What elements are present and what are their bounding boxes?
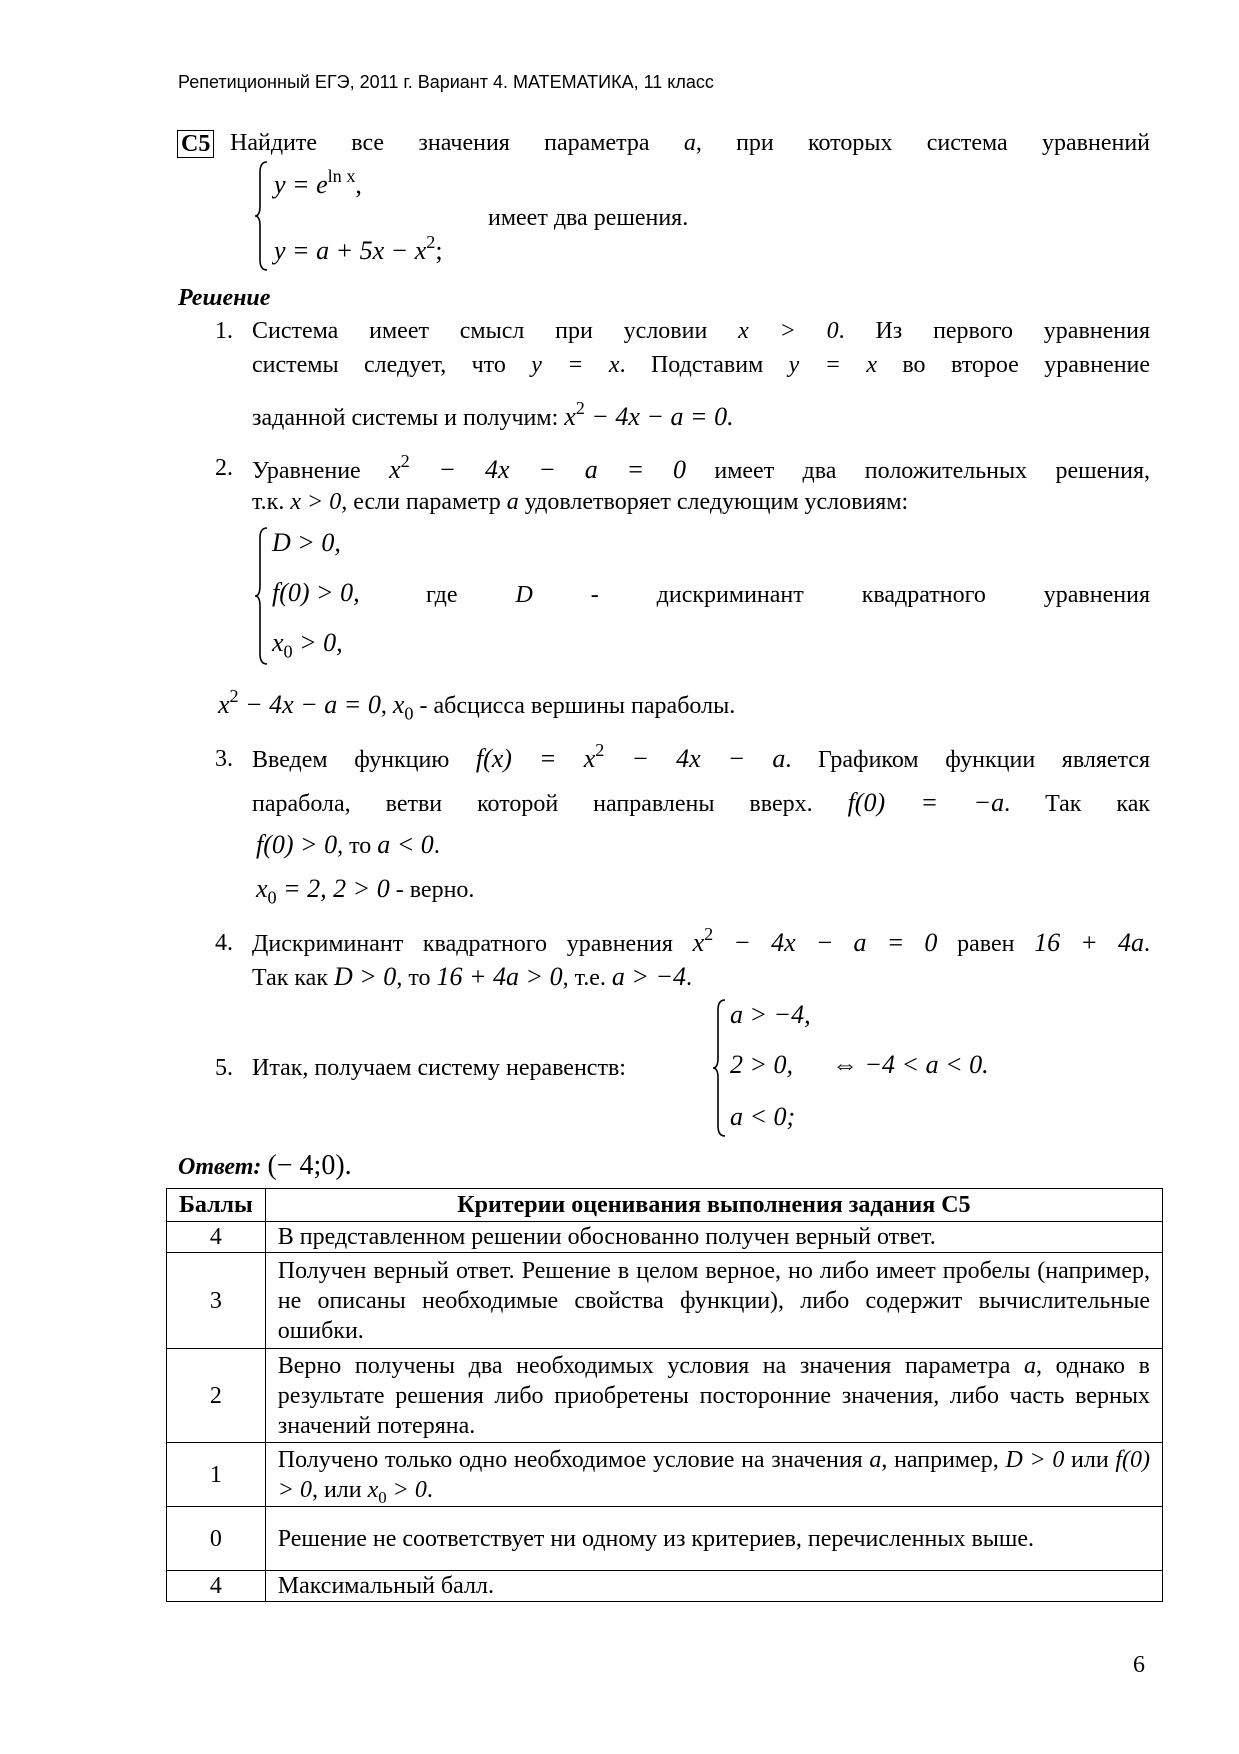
inequality-3: a < 0;	[730, 1102, 796, 1131]
statement-text: Найдите все значения параметра	[230, 130, 650, 156]
conditions-brace	[254, 526, 268, 673]
column-header-points: Баллы	[167, 1189, 266, 1222]
step-2-number: 2.	[215, 455, 233, 481]
step-3-line-4: $x_0 = 2$, 2 > 0 - верно.	[256, 874, 475, 908]
step-1-line-2: системы следует, что y = x. Подставим y = x во второе уравнение	[252, 352, 1151, 378]
step-5-number: 5.	[215, 1055, 233, 1081]
table-row: 3 Получен верный ответ. Решение в целом верное, но либо имеет пробелы (например, не описаны необходимые свойства функции), либо содержит вычислительные ошибки.	[167, 1253, 1163, 1349]
step-4-number: 4.	[215, 930, 233, 956]
equation-1: $y = e^{ln x}$,	[274, 166, 362, 199]
step-1-line-3: заданной системы и получим: $x^2 - 4x - a = 0$.	[252, 398, 734, 431]
table-header-row	[167, 1189, 1163, 1222]
step-3-line-3: f(0) > 0, то a < 0.	[256, 830, 440, 859]
has-two-solutions: имеет два решения.	[488, 205, 689, 231]
table-row: 1 Получено только одно необходимое условие на значения a, например, D > 0 или f(0) > 0, или $x_0 > 0$.	[167, 1443, 1163, 1507]
page-header: Репетиционный ЕГЭ, 2011 г. Вариант 4. МАТЕМАТИКА, 11 класс	[178, 72, 714, 92]
equation-2: $y = a + 5x - x^2$;	[274, 232, 443, 265]
table-row: 4 В представленном решении обоснованно получен верный ответ.	[167, 1222, 1163, 1253]
step-2-line-1: Уравнение $x^2 - 4x - a = 0$ имеет два положительных решения,	[252, 451, 1151, 484]
inequality-1: a > −4,	[730, 1000, 811, 1029]
step-2-line-2: т.к. x > 0, если параметр a удовлетворяет следующим условиям:	[252, 489, 909, 515]
where-line: где D - дискриминант квадратного уравнения	[426, 582, 1150, 608]
step-4-line-2: Так как D > 0, то 16 + 4a > 0, т.е. a > −4.	[252, 962, 693, 991]
table-row: 2 Верно получены два необходимых условия на значения параметра a, однако в результате решения либо приобретены посторонние значения, либо часть верных значений потеряна.	[167, 1349, 1163, 1443]
step-3-line-1: Введем функцию $f(x) = x^2 - 4x - a$. Графиком функции является	[252, 740, 1151, 773]
inequalities-brace	[712, 998, 726, 1145]
table-row: 0 Решение не соответствует ни одному из критериев, перечисленных выше.	[167, 1507, 1163, 1571]
step-2-line-6: $x^2 - 4x - a = 0$, $x_0$ - абсцисса вершины параболы.	[218, 686, 736, 724]
system-brace	[254, 160, 268, 279]
solution-title: Решение	[178, 285, 271, 311]
criteria-table	[166, 1188, 1163, 1602]
step-1-number: 1.	[215, 318, 233, 344]
answer-line: Ответ: (− 4;0).	[178, 1150, 352, 1181]
column-header-criteria: Критерии оценивания выполнения задания С5	[265, 1189, 1162, 1222]
condition-discriminant: D > 0,	[272, 528, 341, 557]
step-1-line-1: Система имеет смысл при условии x > 0. Из первого уравнения	[252, 318, 1150, 344]
step-3-number: 3.	[215, 746, 233, 772]
condition-x0: $x_0 > 0$,	[272, 628, 343, 662]
task-label: С5	[177, 130, 214, 158]
table-row: 4 Максимальный балл.	[167, 1571, 1163, 1602]
statement-tail: , при которых система уравнений	[695, 130, 1150, 156]
task-statement	[230, 128, 1150, 158]
answer-value: (− 4;0).	[267, 1150, 352, 1181]
page-number: 6	[1133, 1652, 1145, 1678]
inequality-2: 2 > 0,	[730, 1050, 794, 1079]
step-3-line-2: парабола, ветви которой направлены вверх. f(0) = −a. Так как	[252, 788, 1150, 817]
param-a: a	[683, 130, 696, 156]
inequality-result: ⇔ −4 < a < 0.	[832, 1050, 989, 1079]
condition-f0: f(0) > 0,	[272, 578, 360, 607]
step-5-text: Итак, получаем систему неравенств:	[252, 1055, 626, 1081]
step-4-line-1: Дискриминант квадратного уравнения $x^2 - 4x - a = 0$ равен 16 + 4a.	[252, 924, 1151, 957]
